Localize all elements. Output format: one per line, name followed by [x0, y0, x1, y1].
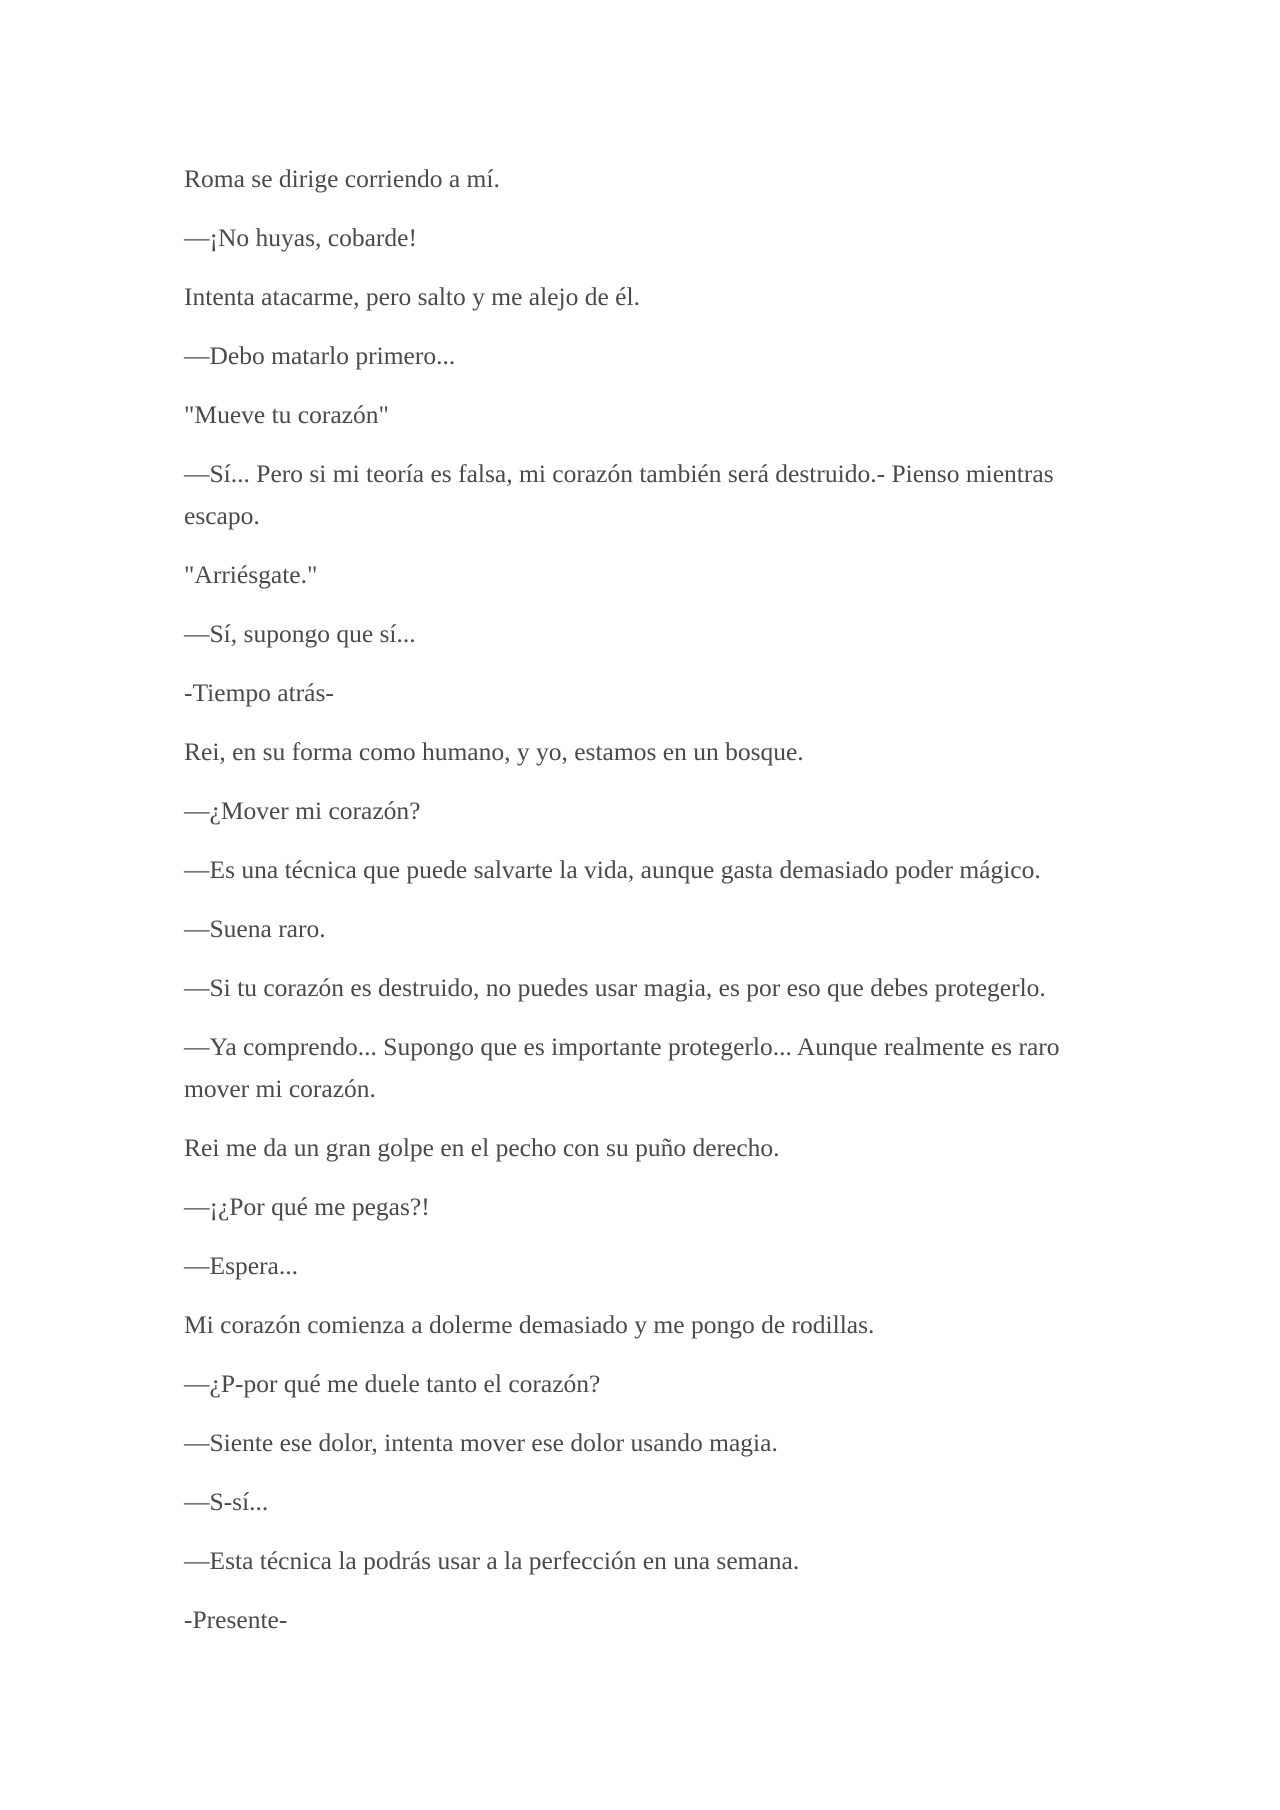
paragraph: Intenta atacarme, pero salto y me alejo de él.	[184, 282, 640, 311]
document-page	[184, 158, 1094, 1658]
paragraph: —¿P-por qué me duele tanto el corazón?	[184, 1369, 601, 1398]
paragraph: "Mueve tu corazón"	[184, 400, 389, 429]
paragraph: "Arriésgate."	[184, 560, 318, 589]
paragraph: —Es una técnica que puede salvarte la vida, aunque gasta demasiado poder mágico.	[184, 855, 1041, 884]
paragraph: -Tiempo atrás-	[184, 678, 334, 707]
paragraph: Roma se dirige corriendo a mí.	[184, 164, 500, 193]
paragraph: -Presente-	[184, 1605, 288, 1634]
paragraph: —Si tu corazón es destruido, no puedes usar magia, es por eso que debes protegerlo.	[184, 973, 1046, 1002]
paragraph: —Espera...	[184, 1251, 299, 1280]
paragraph: Rei, en su forma como humano, y yo, estamos en un bosque.	[184, 737, 804, 766]
paragraph: —Ya comprendo... Supongo que es importante protegerlo... Aunque realmente es raro mover mi corazón.	[184, 1032, 1060, 1103]
paragraph: —¿Mover mi corazón?	[184, 796, 421, 825]
paragraph: —Sí... Pero si mi teoría es falsa, mi corazón también será destruido.- Pienso mientras escapo.	[184, 459, 1054, 530]
paragraph: —Sí, supongo que sí...	[184, 619, 416, 648]
paragraph: —Suena raro.	[184, 914, 326, 943]
paragraph: —¡No huyas, cobarde!	[184, 223, 417, 252]
paragraph: —S-sí...	[184, 1487, 269, 1516]
paragraph: Mi corazón comienza a dolerme demasiado y me pongo de rodillas.	[184, 1310, 875, 1339]
paragraph: Rei me da un gran golpe en el pecho con su puño derecho.	[184, 1133, 780, 1162]
paragraph: —Esta técnica la podrás usar a la perfección en una semana.	[184, 1546, 800, 1575]
paragraph: —Debo matarlo primero...	[184, 341, 456, 370]
paragraph: —¡¿Por qué me pegas?!	[184, 1192, 430, 1221]
paragraph: —Siente ese dolor, intenta mover ese dolor usando magia.	[184, 1428, 778, 1457]
